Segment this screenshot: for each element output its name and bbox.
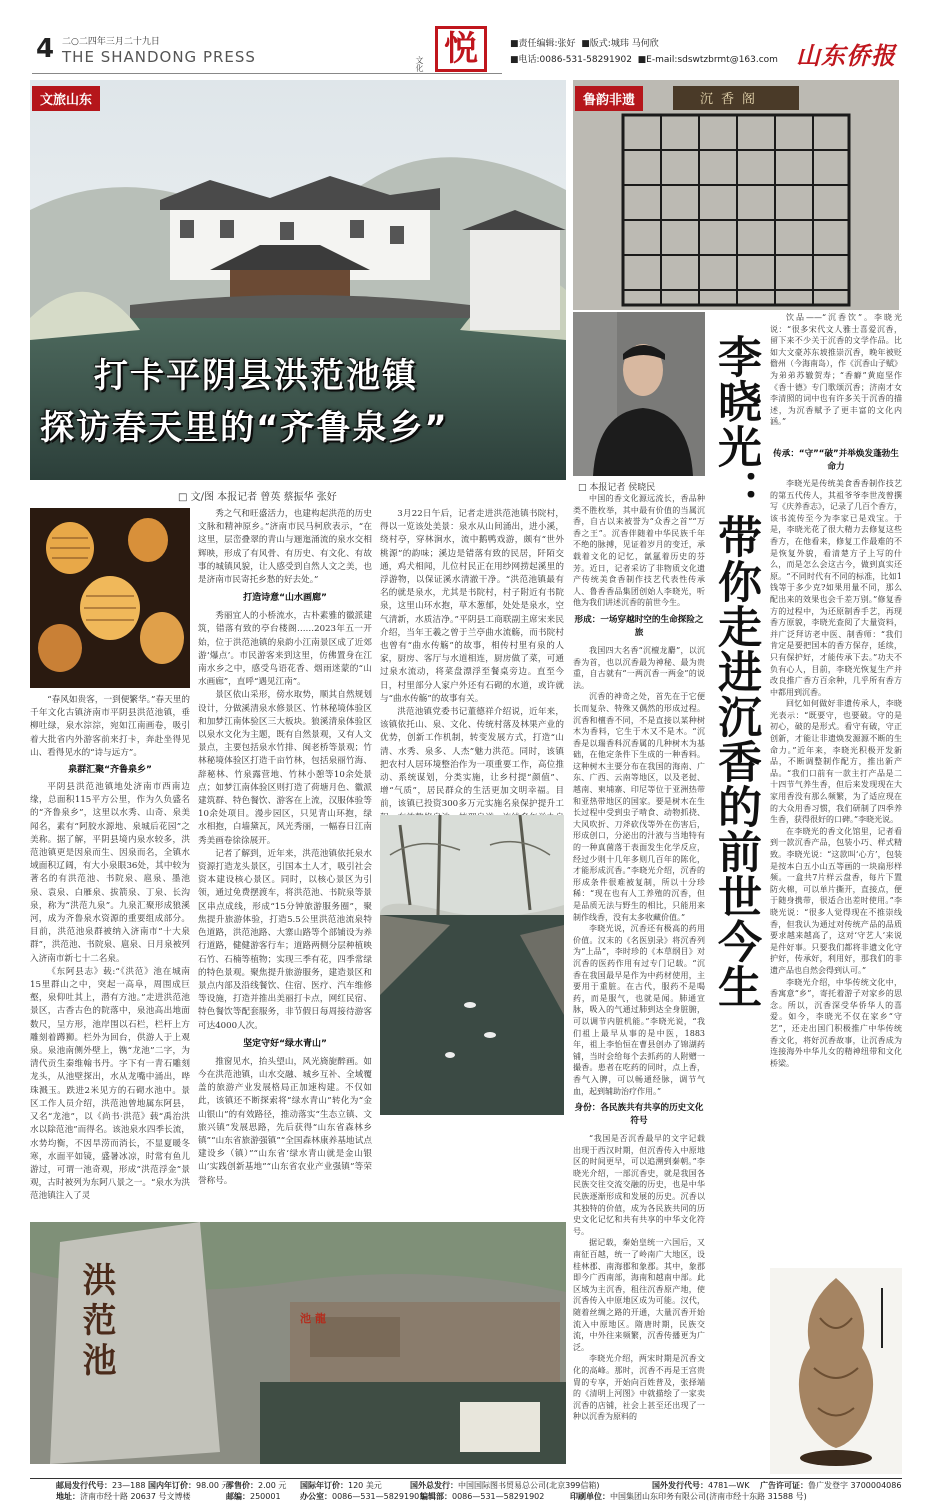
photo-portrait [573,312,705,476]
footer-domestic-price: 国内年订价：98.00 元 [148,1481,230,1490]
footer [0,1480,933,1502]
right-para-3: 李晓光说，沉香还有极高的药用价值。汉末的《名医别录》将沉香列为“上品”，李时珍的《本草纲目》对沉香的医药作用有过专门记载。“沉香在我国最早是作为中药材使用，主要用于重脏。在古代，服药不是喝药，而是服气，也就是闻。肺通宣脉，吸入的气通过肺到达全身脏腑，可以调节内脏机能。”李晓光说，“我们祖上最早从事的是中医，1883年，祖上李怡恒在曹县创办了锦湖药铺，当时会给每个去抓药的人附赠一撮香。患者在吃药的同时，点上香，香气入脾，可以畅通经脉，调节气血，起到辅助治疗作用。” [573,924,705,1096]
email-label: ■E-mail: [637,55,678,65]
photo-lanterns [30,508,190,688]
editor-label: ■责任编辑: [510,39,558,49]
photo-incense-shelf-image [573,80,899,310]
masthead-logo: 山东侨报 [796,41,896,70]
header [0,0,933,72]
section-tag-culture-tourism: 文旅山东 [32,86,100,111]
footer-overseas-code: 国外发行代号：4781—WK [652,1481,750,1490]
photo-agarwood-carving [770,1268,902,1474]
right-headline: 李晓光：带你走进沉香的前世今生 [710,334,761,1009]
left-byline: □ 文/图 本报记者 曾英 蔡振华 张好 [178,492,337,503]
right-para-10: 李晓光介绍，中华传统文化中，香寓意“乡”，寄托着游子对家乡的思念。所以，沉香深受华侨华人的喜爱。如今，李晓光不仅在家乡“守艺”，还走出国门积极推广中华传统香文化，将好沉香故事，让沉香成为连接海外中华儿女的精神纽带和文化桥梁。 [770,977,902,1068]
stone-plaque-text: 池龍 [300,1312,330,1325]
left-col1-para-3: 《东阿县志》载:“《洪范》池在城南15里群山之中，突起一高阜，周围成巨壑，泉仰吐其上，潜有方池。”走进洪范池景区，古香古色的院落中，泉池高出地面数尺，呈方形，池岸围以石栏，栏杆上方雕刻着蹲狮。栏外为回台，供游人于上观泉。泉池南侧外壁上，镌“龙池”二字，为清代贡生秦维翰书丹。字下有一青石雕刻龙头，从池壁探出，水从龙嘴中涌出，哗珠溅玉。跌进2米见方的石砌水池中。景区工作人员介绍，洪范池曾地属东阿县，又名“龙池”，以《尚书·洪范》载“禹治洪水以除范池”而得名。该池泉水四季长流，水势均衡，不因旱涝而消长，不显夏暖冬寒，水面平如镜，盛暑冰凉，时常有鱼儿游过，可谓一池奇观，形成“洪范浮金”景观，古时被列为东阿八景之一。“泉水为洪范池镇注入了灵 [30,966,190,1202]
headline-line-1: 打卡平阴县洪范池镇 [94,356,418,396]
right-para-7: 李晓光是传统美食香香制作技艺的第五代传人，其祖爷爷李世茂曾撰写《庆养香志》，记录了几百个香方，该书流传至今为李家已是戏宝。于是，李晓光花了很大精力去修复这些香方，在他看来，修复工作最难的不是恢复外貌，看清楚方子上写的什么，而是怎么会这古今，做到真实还原。“不同时代有不同的标准，比如1钱等于多少克?如果用量不同，那么配出来的效果也会千差万别。”修复香方的过程中，为还原制香手艺，再现香方原貌，李晓光查阅了大量资料，并广泛拜访老中医、制香师：“我们肯定是要把国本的香方保存，延续，只有保护好，才能传承下去。”功夫不负有心人，目前，李晓光恢复生产并改良推广香方百余种，几乎所有香方中都用到沉香。 [770,479,902,697]
footer-ad-license: 广告许可证：鲁广发登字 3700004086 [760,1481,902,1490]
section-tag-intangible-heritage: 鲁韵非遗 [575,86,643,111]
right-byline: □ 本报记者 侯晓民 [578,483,656,493]
email-address[interactable]: sdswtzbrmt@163.com [677,55,778,65]
left-column-1 [30,694,190,1214]
photo-agarwood-carving-image [770,1268,902,1474]
footer-address: 地址：济南市经十路 20637 号文博楼 [56,1492,191,1501]
right-para-9: 在李晓光的香文化馆里，记者看到一款沉香产品，包装小巧、样式精致。李晓光说：“这款叫‘心方’，包装是按本白五小山五等画的一块扁形样频。一盒共7片样云盘香，每片下置防火棉，可以单片撕开，直接点，便于随身携带，很适合出差时使用。”李晓光说：“很多人觉得现在不推崇线香，但我认为通过对传统产品的品质要求越来越高了，这对‘守艺人’来说是件好事。只要我们都将非遗文化守护好，传承好，利用好，那我们的非遗产品也自然会得到认可。” [770,826,902,975]
contact-line [510,52,778,65]
left-col2-para-1: 秀之气和旺盛活力，也建构起洪范的历史文脉和精神原乡。”济南市民马柯欣表示，“在这里，层峦叠翠的青山与逦迤涌流的泉水交相辉映，形成了有风骨、有历史、有文化、有故事的城镇风貌，让人感受到自然人文之美，也是济南市民寄托乡愁的好去处。” [198,509,372,586]
section-seal-char: 悦 [444,29,478,69]
left-column-2 [198,508,372,1186]
left-column-3 [380,508,564,808]
photo-incense-shelf [573,80,899,310]
layout-names: 城玮 马何欣 [610,39,659,49]
right-para-2: 沉香的神奇之处，首先在于它便长而复杂、特殊又偶然的形成过程。沉香和檀香不同，不是直接以某种树木为香料，它生于木又不是木。“沉香是以瑞香科沉香属的几种树木为基础，在他定条件下生成的一种香料。这种树木主要分布在我国的海南、广东、广西、云南等地区，以及老挝、越南、柬埔寨、印尼等位于亚洲热带和亚热带地区的国家。要是树木在生长过程中受到虫子啃食、动物抓挠、大风吹折、刀斧砍伐等外在伤害后，形成创口，分泌出的汁液与当地特有的一种真菌落于表面发生化学反应，经过少则十几年多则几百年的陈化，才能形成沉香。”李晓光介绍，沉香的形成条件很难被复制，所以十分珍稀：“现在也有人工养殖的沉香，但是品质无法与野生的相比，只能用来制作线香，没有太多收藏价值。” [573,692,705,922]
photo-pond [380,815,564,1115]
right-col-top-para: 饮品——“沉香饮”。李晓光说：“很多宋代文人雅士喜爱沉香，留下来不少关于沉香的文学作品。比如大文豪苏东坡推崇沉香，晚年被贬儋州（今海南岛），作《沉香山子赋》为弟弟苏辙贺寿；“香癖”黄庭坚作《香十德》专门歌颂沉香；济南才女李清照的词中也有许多关于沉香的描述，为沉香赋予了更丰富的文化内涵。” [770,313,902,427]
right-para-1: 我国四大名香“沉檀龙麝”，以沉香为首，也以沉香最为神秘、最为贵重，自古就有“一两沉香一两金”的说法。 [573,645,705,690]
left-col2-para-2: 秀丽宜人的小桥流水，古朴素雅的徽派建筑，错落有致的亭台楼阁……2023年五一开始，位于洪范池镇的泉韵小江南景区成了近郊游‘爆点’。市民游客来到这里，仿佛置身在江南水乡之中，感受鸟语花香、烟雨迷蒙的“山水画廊”，直呼“遇见江南”。 [198,611,372,688]
right-subheading-3: 传承：“守”“破”并举焕发蓬勃生命力 [773,449,899,472]
footer-zip: 邮编：250001 [226,1492,281,1501]
footer-overseas-distributor: 国外总发行：中国国际图书贸易总公司(北京399信箱) [410,1481,600,1490]
phone-number: 0086-531-58291902 [539,55,632,65]
footer-editorial-phone: 编辑部：0086—531—58291902 [420,1492,545,1501]
photo-portrait-image [573,312,705,476]
footer-intl-price: 国际年订价：120 美元 [300,1481,382,1490]
layout-label: ■版式: [581,39,611,49]
footer-retail-price: 零售价：2.00 元 [226,1481,287,1490]
section-small-label: 文化 [415,56,424,72]
right-para-6: 李晓光介绍，两宋时期是沉香文化的高峰。那时，沉香不再是王宫贵胄的专享，开始向百姓普及，张择端的《清明上河图》中就描绘了一家卖沉香的店铺，社会上甚至还出现了一种以沉香为原料的 [573,1354,705,1422]
right-column-2 [770,446,902,1266]
photo-lanterns-image [30,508,190,688]
photo-pond-image [380,815,564,1115]
incense-shop-sign: 沉香阁 [700,92,764,107]
footer-rule [30,1478,902,1479]
stone-carving-text: 洪范池 [76,1262,116,1382]
right-para-4: “我国是否沉香最早的文字记载出现于西汉时期，但沉香传入中原地区的时间更早，可以追溯到秦朝。”李晓光介绍，一部沉香史，就是我国各民族交往交流交融的历史，也是中华民族逐渐形成和发展的历史。沉香以其独特的价值，成为各民族共同的历史文化记忆和共有共享的中华文化符号。 [573,1134,705,1236]
headline-line-2: 探访春天里的“齐鲁泉乡” [40,408,449,448]
right-para-5: 据记载，秦始皇统一六国后，又南征百越，统一了岭南广大地区，设桂林郡、南海郡和象郡。其中，象郡即今广西南部，海南和越南中部。此区域为主沉香，租往沉香原产地，使沉香传入中原地区成为可能。汉代，随着丝绸之路的开通，大量沉香开始流入中原地区。隋唐时期，民族交流，中外往来频繁，沉香传播更为广泛。 [573,1238,705,1352]
left-col3-para-2: 洪范池镇党委书记董德祥介绍说，近年来，该镇依托山、泉、文化、传统村落及林果产业的优势，创新工作机制，转变发展方式，打造“山清、水秀、泉多、人杰”魅力洪范。同时，该镇把农村人居环境整治作为一项重要工作，高位推动、系统谋划，分类实施，让乡村提“颜值”、增“气质”，居民群众的生活更加文明幸福。目前，该镇已投资300多万元实施名泉保护提升工 [380,707,564,810]
issue-date: 二○二四年三月二十九日 [62,37,160,47]
phone-label: ■电话: [510,55,540,65]
right-column-top [770,312,902,444]
right-column-1 [573,493,705,1473]
right-subheading-2: 身份：各民族共有共享的历史文化符号 [574,1103,704,1127]
right-intro: 中国的香文化源远流长，香品种类不胜枚举，其中最有价值的当属沉香，自古以来被誉为“众香之首”“万香之王”。沉香伴随着中华民族千年不绝的脉搏，见证着岁月的变迁，承载着文化的记忆，氤氲着历史的芬芳。近日，记者采访了非物质文化遗产传统美食香制作技艺代表性传承人、鲁香香品集团创始人李晓光，听他为我们讲述沉香的前世今生。 [573,494,705,608]
editor-line [510,36,659,49]
editor-name: 张好 [557,39,576,49]
left-col1-para-2: 平阴县洪范池镇地处济南市西南边缘，总面积115平方公里，作为久负盛名的“齐鲁泉乡”，这里以水秀、山奇、泉美闻名，素有“阿胶水源地、泉城后花园”之美称。据了解，平阴县境内泉水较多，洪范池镇更是因泉而生、因泉而名，全镇水域面积辽阔，有大小泉眼36处，其中较为著名的有洪范池、书院泉、扈泉、墨池泉、袁泉、白雁泉、拔箭泉、丁泉、长沟泉，称为“洪范九泉”。九泉汇聚形成狼溪河，成为齐鲁泉水资源的重要组成部分。目前，洪范池泉群被纳入济南市“十大泉群”，洪范池、书院泉、扈泉、日月泉被列入济南市新七十二名泉。 [30,782,190,964]
left-col3-para-1: 3月22日午后，记者走进洪范池镇书院村，得以一览该处美景：泉水从山间涌出，进小溪，绕村亭，穿林涧水，流中鹅鸭戏游，颇有“世外桃源”的韵味；溪边是错落有致的民居，阡陌交通，鸡犬相闻，儿位村民正在用纱网捞起溪里的浮游物，以保证溪水清澈干净。“洪范池镇最有名的就是泉水，尤其是书院村，村子附近有书院泉，这里山环水抱，草木葱郁，处处是泉水，空气清新，水质洁净。”平阴县工商联副主席宋来民介绍，当年王羲之曾于兰亭曲水流觞，而书院村也曾有“曲水传觞”的故事，相传村里有泉的人家，厨房、客厅与水道相连，厨房做了菜，可通过泉水流动，将菜盘漂浮至餐桌旁边。直至今日，村里部分人家户外还有石砌的水道，或许就与“曲水传觞”的故事有关。 [380,509,564,704]
header-rule [32,73,502,74]
paper-english-name: THE SHANDONG PRESS [62,48,256,66]
right-subheading-1: 形成：一场穿越时空的生命探险之旅 [574,614,704,638]
left-col2-para-5: 推窗见水，抬头望山，风光旖旎醉画。如今在洪范池镇，山水交融、城乡互补、全域覆盖的旅游产业发展格局正加速构建。不仅如此，该镇还不断探索将“绿水青山”转化为“金山银山”的有效路径，推动落实“生态立镇、文旅兴镇”发展思路，先后获得“山东省森林乡镇”“山东省旅游强镇”“全国森林康养基地试点建设乡（镇）”“山东省‘绿水青山就是金山银山’实践创新基地”“山东省农业产业强镇”等荣誉称号。 [198,1056,372,1186]
left-col1-para-1: “春风如贵客，一到便繁华。”春天里的千年文化古镇济南市平阴县洪范池镇，垂柳吐绿，泉水淙淙，宛如江南画卷，吸引着大批省内外游客前来打卡，奔赴坐得见山、看得见水的“诗与远方”。 [30,695,190,758]
footer-postal-code: 邮局发行代号：23—188 [56,1481,146,1490]
section-seal [435,26,487,72]
right-para-8: 回忆如何做好非遗传承人，李晓光表示：“既要守，也要破。守的是初心，破的是形式。看守有破，守正创新，才能让非遗焕发源源不断的生命力。”近年来，李晓光积极开发新品，不断调整制作配方，推出新产品。“我们口前有一款主打产品是二十四节气养生香，但后来发现现在大家用香没有那么频繁，为了适应现在的大众用香习惯，我们研制了四季养生香，获得很好的口碑。”李晓光说。 [770,699,902,825]
left-col2-subheading-2: 坚定守好“绿水青山” [243,1038,327,1049]
left-col2-subheading-1: 打造诗意“山水画廊” [243,593,327,604]
left-col1-subheading-1: 泉群汇聚“齐鲁泉乡” [68,765,152,776]
page-number: 4 [36,34,55,64]
footer-printer: 印刷单位：中国集团山东印务有限公司(济南市经十东路 31588 号) [570,1492,807,1501]
footer-office-phone: 办公室：0086—531—58291901 [300,1492,425,1501]
left-col2-para-4: 记者了解到，近年来，洪范池镇依托泉水资源打造龙头景区，引国本土人才，吸引社会资本建设核心景区。同时，以核心景区为引领，通过免费摆渡车，将洪范池、书院泉等景区串点成线，形成“15分钟旅游服务圈”，聚焦提升旅游体验，打造5.5公里洪范池流泉特色道路，洪范池路、大寨山路等个部铺设为养行道路，健健游客行车；道路两侧分层种植映石竹、石楠等植物；实现三季有花，四季常绿的特色景观。聚焦提升旅游服务，建造景区和景点内部及沿线餐饮、住宿、医疗、汽车维修等设施，打造并推出美丽打卡点，网红民宿、特色餐饮等配套服务，非节假日每周接待游客可达4000人次。 [198,848,372,1031]
left-col2-para-3: 景区依山采形，傍水取势，顺其自然规划设计，分做溪清泉水修景区、竹林秘境体验区和加梦江南体验区三大板块。狼溪清泉体验区以泉水文化为主题，既有自然景观，又有人文景点，主要包括泉水竹排、闽老桥等景观；竹林秘境体验区打造千亩竹林，包括泉丽竹海、辞秘林、竹泉露营地、竹林小憩等10余处景点；如梦江南体验区则打造了荷塘月色、徽派建筑群、特色餐饮、游客在上流，汉服体验等10余处项目。漫步园区，只见青山环抱，绿水相抱，白墙黛瓦，风光秀丽，一幅春日江南秀美画卷徐徐展开。 [198,690,372,846]
